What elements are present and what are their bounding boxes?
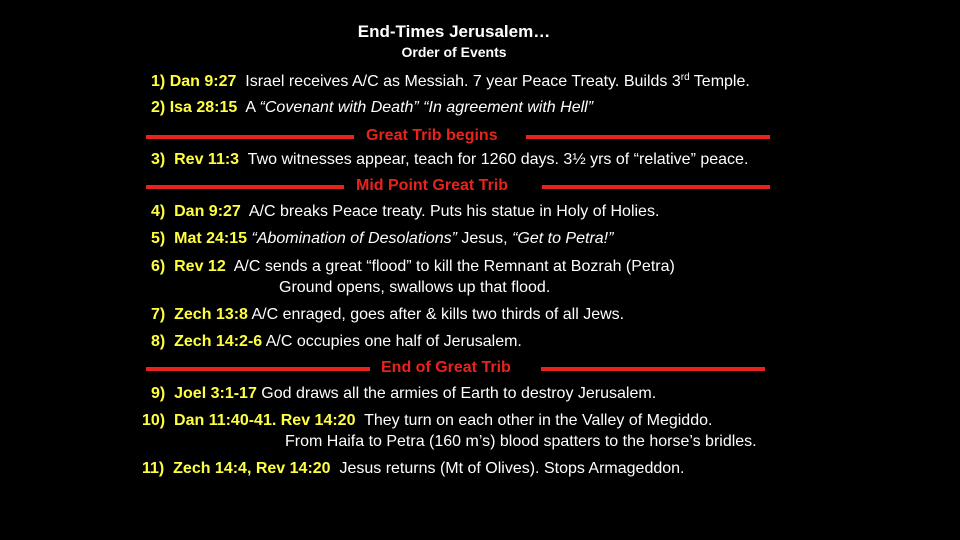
event-item: 1) Dan 9:27 Israel receives A/C as Messiah. 7 year Peace Treaty. Builds 3rd Temple. (151, 72, 750, 90)
slide-title: End-Times Jerusalem… (357, 22, 551, 41)
event-item: 4) Dan 9:27 A/C breaks Peace treaty. Puts his statue in Holy of Holies. (151, 203, 660, 220)
scripture-reference: Zech 14:4, Rev 14:20 (173, 460, 331, 477)
scripture-reference: Dan 9:27 (174, 203, 241, 220)
event-item: 5) Mat 24:15 “Abomination of Desolations” Jesus, “Get to Petra!” (151, 230, 614, 247)
event-item: 6) Rev 12 A/C sends a great “flood” to kill the Remnant at Bozrah (Petra) (151, 258, 675, 275)
scripture-reference: Mat 24:15 (174, 230, 248, 247)
scripture-reference: Zech 14:2-6 (174, 333, 263, 350)
separator-bar (146, 367, 370, 371)
event-item: 9) Joel 3:1-17 God draws all the armies of Earth to destroy Jerusalem. (151, 385, 657, 402)
scripture-reference: Isa 28:15 (169, 99, 238, 116)
slide-subtitle: Order of Events (401, 44, 507, 60)
scripture-reference: Dan 11:40-41. Rev 14:20 (174, 412, 356, 429)
separator-end-great-trib: End of Great Trib (0, 358, 960, 378)
separator-bar (146, 185, 344, 189)
scripture-reference: Rev 12 (174, 258, 226, 275)
separator-bar (542, 185, 770, 189)
separator-great-trib-begins: Great Trib begins (0, 126, 960, 146)
separator-bar (146, 135, 354, 139)
scripture-reference: Dan 9:27 (169, 73, 237, 90)
scripture-reference: Rev 11:3 (174, 151, 240, 168)
event-item-continuation: Ground opens, swallows up that flood. (279, 279, 551, 296)
event-item: 10) Dan 11:40-41. Rev 14:20 They turn on each other in the Valley of Megiddo. (142, 412, 713, 429)
event-item: 7) Zech 13:8 A/C enraged, goes after & kills two thirds of all Jews. (151, 306, 625, 323)
separator-mid-point: Mid Point Great Trib (0, 176, 960, 196)
separator-bar (541, 367, 765, 371)
separator-bar (526, 135, 770, 139)
event-item-continuation: From Haifa to Petra (160 m’s) blood spatters to the horse’s bridles. (285, 433, 757, 450)
event-item: 2) Isa 28:15 A “Covenant with Death” “In agreement with Hell” (151, 99, 594, 116)
event-item: 3) Rev 11:3 Two witnesses appear, teach for 1260 days. 3½ yrs of “relative” peace. (151, 151, 749, 168)
event-item: 11) Zech 14:4, Rev 14:20 Jesus returns (Mt of Olives). Stops Armageddon. (142, 460, 685, 477)
event-item: 8) Zech 14:2-6 A/C occupies one half of Jerusalem. (151, 333, 522, 350)
scripture-reference: Joel 3:1-17 (174, 385, 257, 402)
scripture-reference: Zech 13:8 (174, 306, 248, 323)
